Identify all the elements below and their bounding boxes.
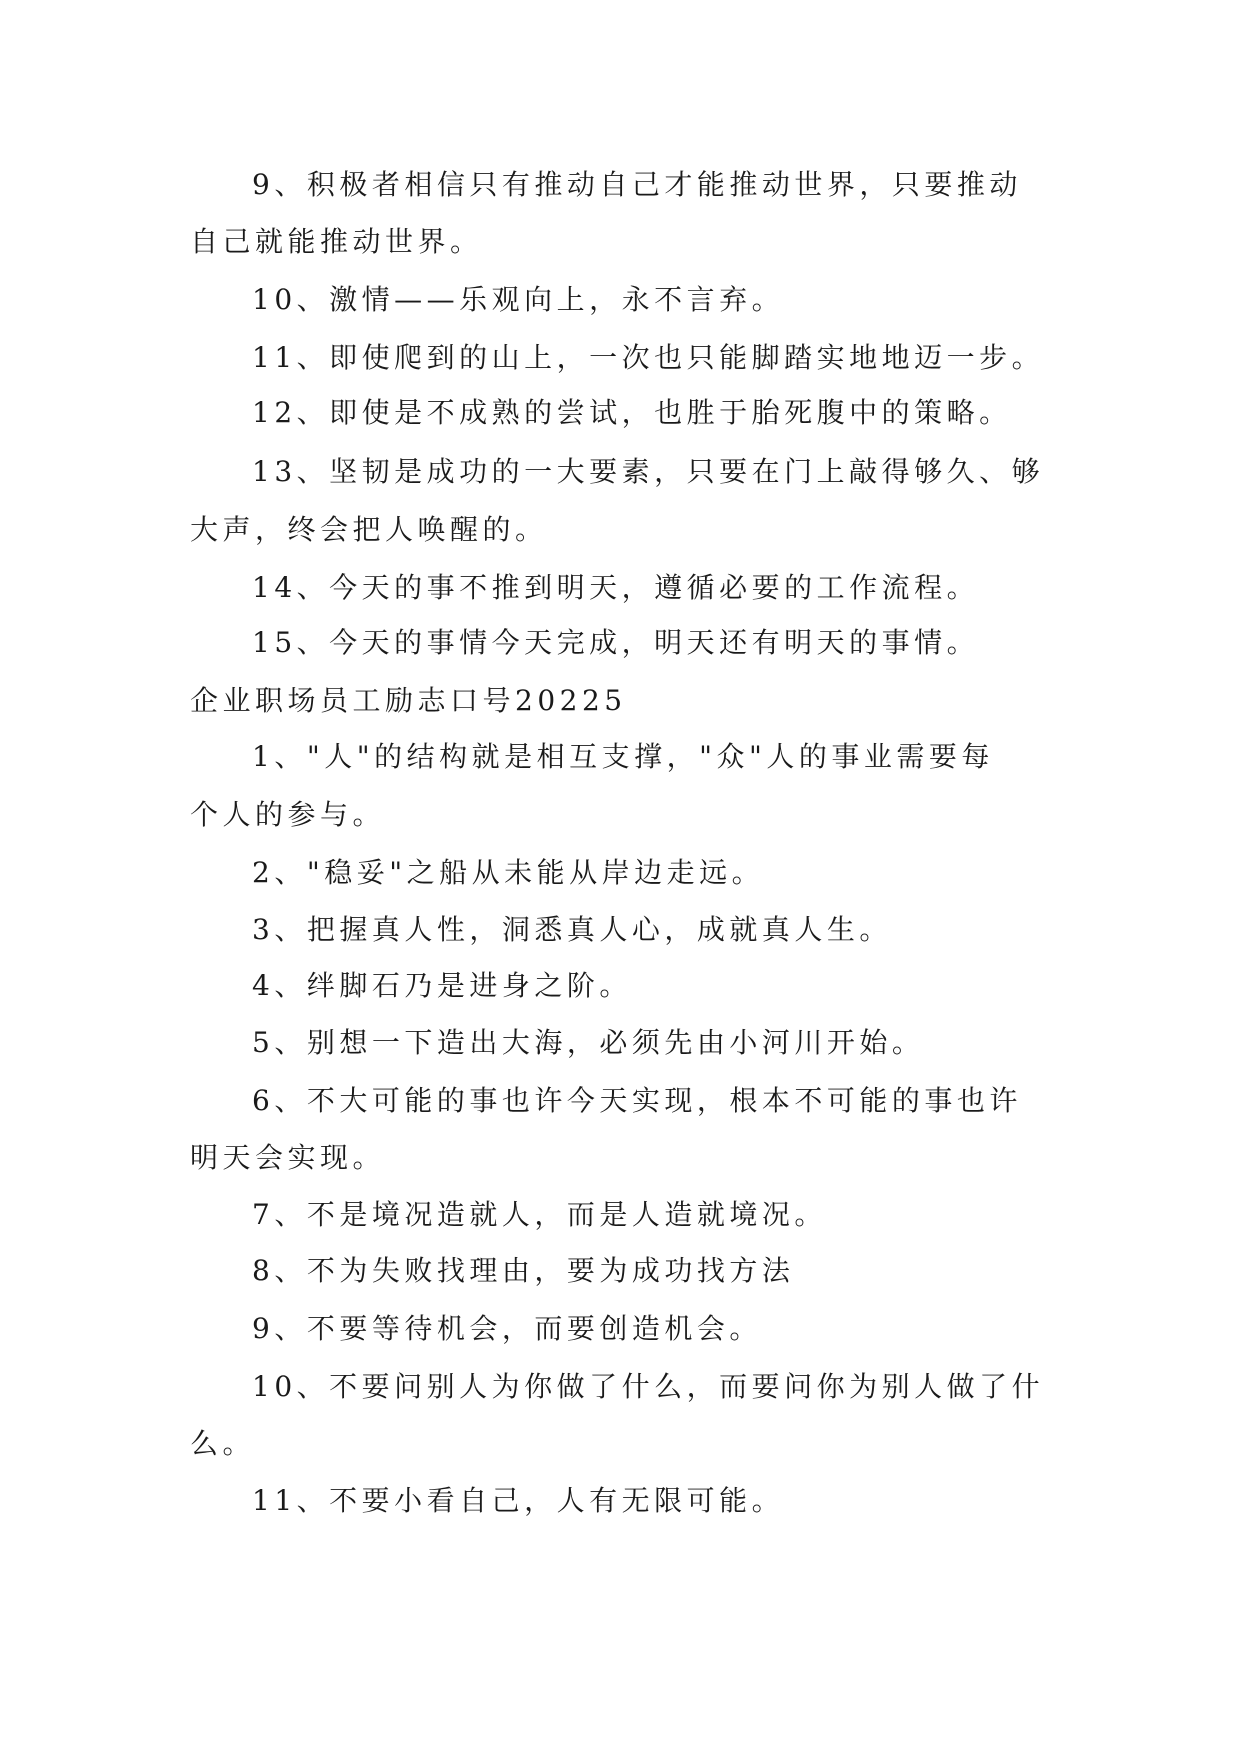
paragraph-line: 13、坚韧是成功的一大要素，只要在门上敲得够久、够 bbox=[252, 455, 1045, 488]
paragraph-line: 明天会实现。 bbox=[190, 1141, 386, 1174]
paragraph-line: 11、即使爬到的山上，一次也只能脚踏实地地迈一步。 bbox=[252, 341, 1045, 374]
paragraph-line: 2、"稳妥"之船从未能从岸边走远。 bbox=[252, 856, 765, 889]
paragraph-line: 12、即使是不成熟的尝试，也胜于胎死腹中的策略。 bbox=[252, 396, 1012, 429]
paragraph-line: 8、不为失败找理由，要为成功找方法 bbox=[252, 1254, 795, 1287]
paragraph-line: 么。 bbox=[190, 1427, 256, 1460]
paragraph-line: 14、今天的事不推到明天，遵循必要的工作流程。 bbox=[252, 571, 980, 604]
paragraph-line: 7、不是境况造就人，而是人造就境况。 bbox=[252, 1198, 827, 1231]
paragraph-line: 大声，终会把人唤醒的。 bbox=[190, 513, 548, 546]
paragraph-line: 9、积极者相信只有推动自己才能推动世界，只要推动 bbox=[252, 168, 1022, 201]
paragraph-line: 10、不要问别人为你做了什么，而要问你为别人做了什 bbox=[252, 1370, 1045, 1403]
paragraph-line: 9、不要等待机会，而要创造机会。 bbox=[252, 1312, 762, 1345]
paragraph-line: 5、别想一下造出大海，必须先由小河川开始。 bbox=[252, 1026, 925, 1059]
paragraph-line: 6、不大可能的事也许今天实现，根本不可能的事也许 bbox=[252, 1084, 1022, 1117]
paragraph-line: 10、激情——乐观向上，永不言弃。 bbox=[252, 283, 785, 316]
paragraph-line: 自己就能推动世界。 bbox=[190, 225, 483, 258]
section-heading: 企业职场员工励志口号20225 bbox=[190, 684, 627, 717]
paragraph-line: 个人的参与。 bbox=[190, 798, 386, 831]
paragraph-line: 3、把握真人性，洞悉真人心，成就真人生。 bbox=[252, 913, 892, 946]
paragraph-line: 4、绊脚石乃是进身之阶。 bbox=[252, 969, 632, 1002]
paragraph-line: 1、"人"的结构就是相互支撑，"众"人的事业需要每 bbox=[252, 740, 994, 773]
paragraph-line: 15、今天的事情今天完成，明天还有明天的事情。 bbox=[252, 626, 980, 659]
paragraph-line: 11、不要小看自己，人有无限可能。 bbox=[252, 1484, 785, 1517]
